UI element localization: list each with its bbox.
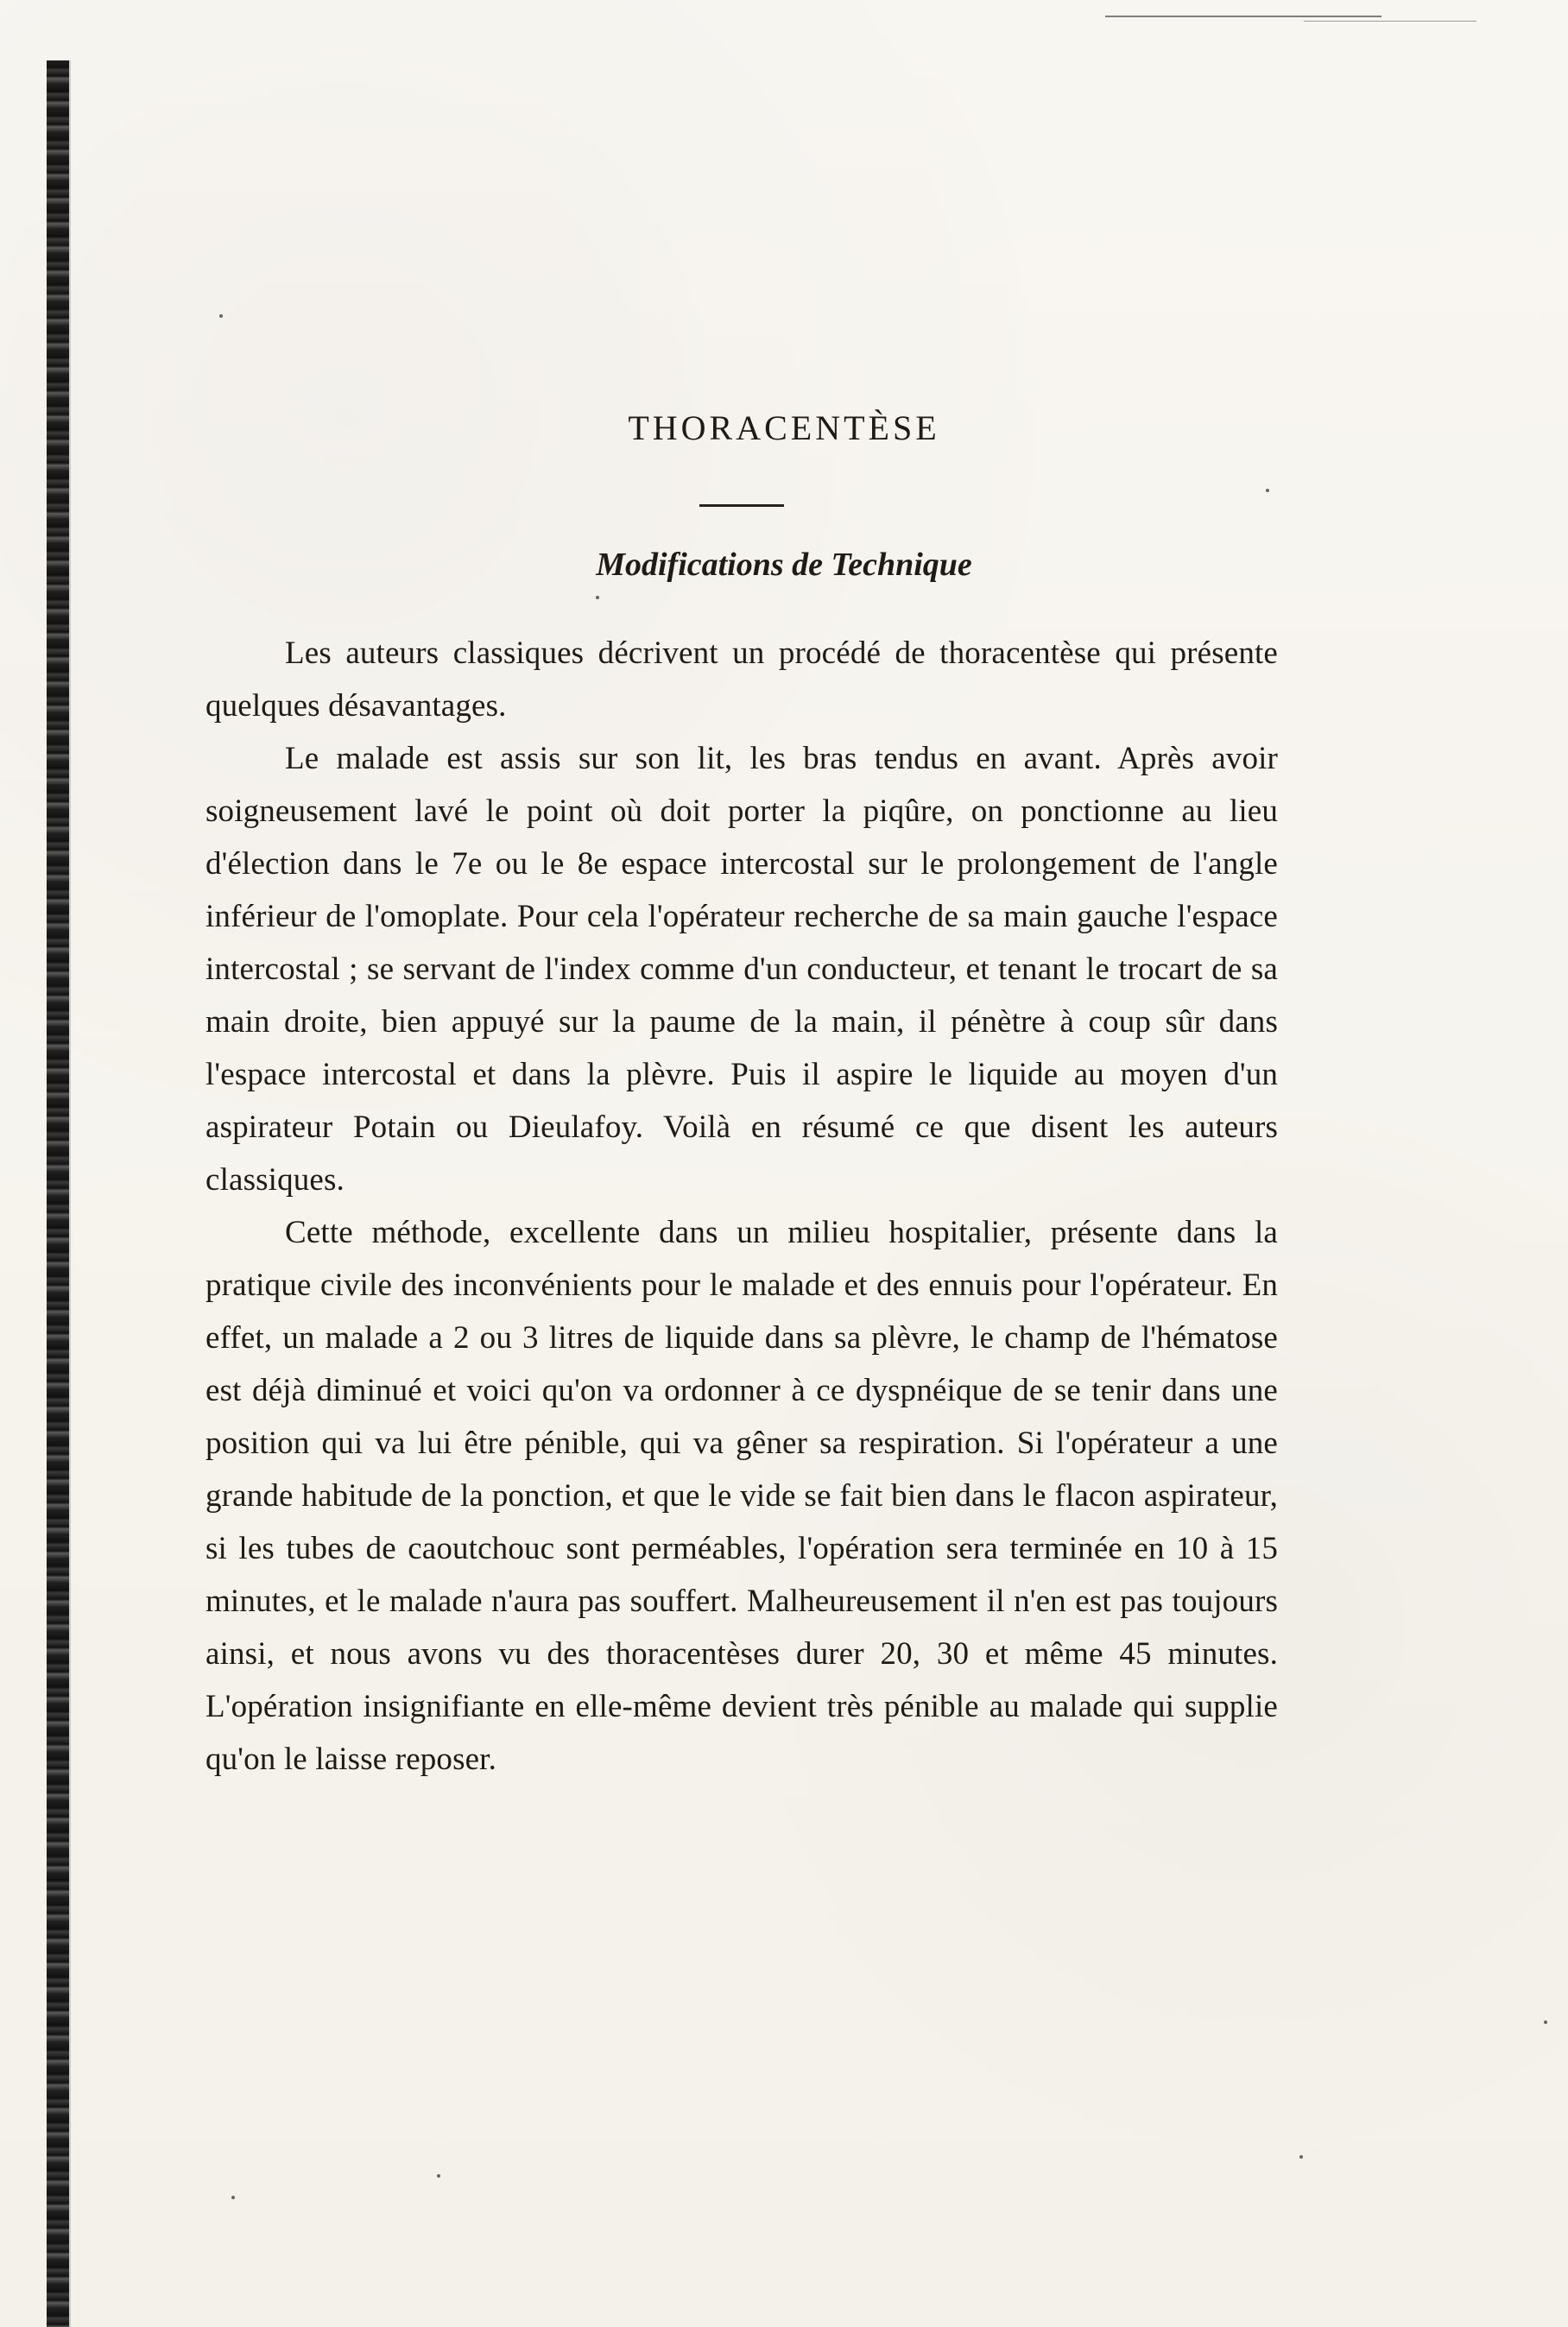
title-divider: [699, 504, 784, 507]
body-text: [205, 627, 1278, 1786]
top-edge-rule: [1105, 16, 1381, 17]
scan-speck: [1266, 489, 1269, 492]
page-title: THORACENTÈSE: [628, 408, 940, 447]
section-subtitle: Modifications de Technique: [596, 547, 972, 583]
paragraph-1: Les auteurs classiques décrivent un procédé de thoracentèse qui présente quelques désavantages.: [205, 635, 1278, 724]
scan-speck: [1299, 2155, 1303, 2159]
paragraph-3: Cette méthode, excellente dans un milieu hospitalier, présente dans la pratique civile des inconvénients pour le malade et des ennuis pour l'opérateur. En effet, un malade a 2 ou 3 litres de liquide dans sa plèvre, le champ de l'hématose est déjà diminué et voici qu'on va ordonner à ce dyspnéique de se tenir dans une position qui va lui être pénible, qui va gêner sa respiration. Si l'opérateur a une grande habitude de la ponction, et que le vide se fait bien dans le flacon aspirateur, si les tubes de caoutchouc sont perméables, l'opération sera terminée en 10 à 15 minutes, et le malade n'aura pas souffert. Malheureusement il n'en est pas toujours ainsi, et nous avons vu des thoracentèses durer 20, 30 et même 45 minutes. L'opération insignifiante en elle-même devient très pénible au malade qui supplie qu'on le laisse reposer.: [205, 1215, 1278, 1777]
book-binding-edge: [47, 60, 69, 2327]
scan-speck: [1544, 2020, 1547, 2024]
scan-speck: [231, 2196, 235, 2199]
scan-speck: [437, 2174, 440, 2178]
scan-speck: [596, 596, 599, 599]
paragraph-2: Le malade est assis sur son lit, les bras tendus en avant. Après avoir soigneusement lavé le point où doit porter la piqûre, on ponctionne au lieu d'élection dans le 7e ou le 8e espace intercostal sur le prolongement de l'angle inférieur de l'omoplate. Pour cela l'opérateur recherche de sa main gauche l'espace intercostal ; se servant de l'index comme d'un conducteur, et tenant le trocart de sa main droite, bien appuyé sur la paume de la main, il pénètre à coup sûr dans l'espace intercostal et dans la plèvre. Puis il aspire le liquide au moyen d'un aspirateur Potain ou Dieulafoy. Voilà en résumé ce que disent les auteurs classiques.: [205, 741, 1278, 1198]
top-edge-rule-secondary: [1304, 21, 1476, 22]
scan-speck: [219, 314, 223, 318]
